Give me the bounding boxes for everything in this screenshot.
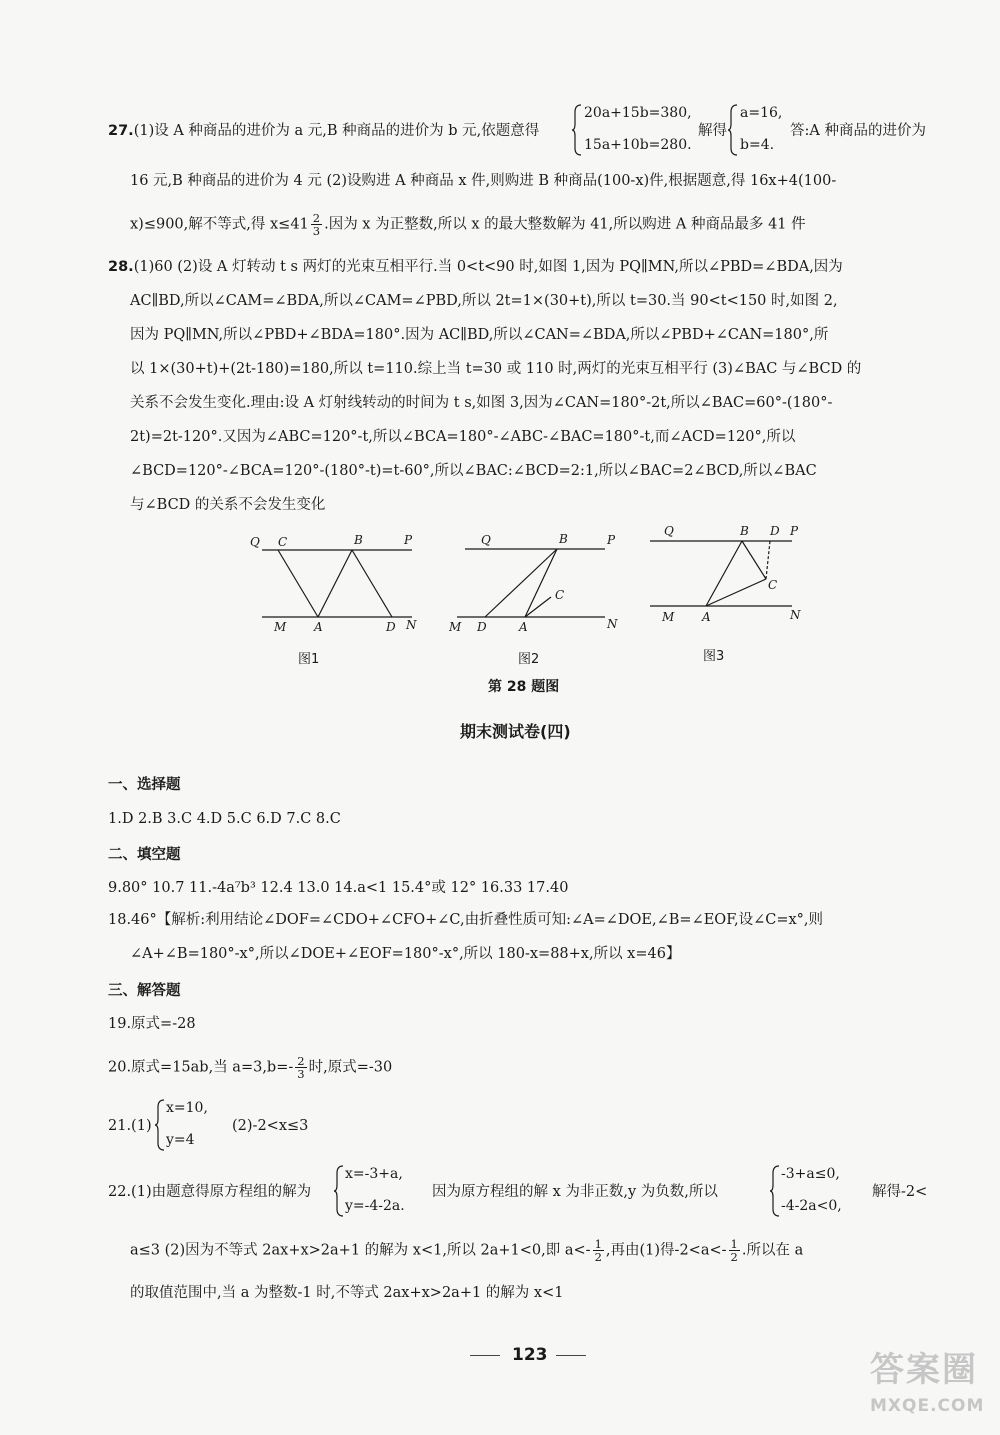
q20-frac-num: 2	[297, 1054, 305, 1068]
section-title: 期末测试卷(四)	[460, 722, 571, 741]
figure-2	[445, 525, 625, 640]
q27-line2: 16 元,B 种商品的进价为 4 元 (2)设购进 A 种商品 x 件,则购进 B 种商品(100-x)件,根据题意,得 16x+4(100-	[130, 173, 837, 189]
q22-line2-a: a≤3 (2)因为不等式 2ax+x>2a+1 的解为 x<1,所以 2a+1<0,即 a<-	[130, 1242, 591, 1259]
fig1-caption: 图1	[298, 652, 320, 667]
q28-line6: 2t)=2t-120°.又因为∠ABC=120°-t,所以∠BCA=180°-∠ABC-∠BAC=180°-t,而∠ACD=120°,所以	[130, 429, 796, 445]
fig2-label-a: A	[519, 620, 528, 634]
q27-eq2: 15a+10b=280.	[584, 137, 692, 153]
q27-eq1: 20a+15b=380,	[584, 105, 692, 121]
fig3-label-q: Q	[664, 524, 674, 538]
q28-line3: 因为 PQ∥MN,所以∠PBD+∠BDA=180°.因为 AC∥BD,所以∠CAN=∠BDA,所以∠PBD+∠CAN=180°,所	[130, 327, 829, 343]
q27-frac-num: 2	[312, 211, 321, 225]
q27-line1	[108, 120, 539, 142]
fig1-label-a: A	[314, 620, 323, 634]
q22-brace-1	[334, 1165, 344, 1217]
fig1-label-d: D	[386, 620, 396, 634]
fig3-label-p: P	[790, 524, 799, 538]
fig3-label-d: D	[770, 524, 780, 538]
q28-number: 28.	[108, 259, 134, 275]
q28-line8: 与∠BCD 的关系不会发生变化	[130, 497, 326, 513]
fig2-label-p: P	[607, 533, 616, 547]
watermark-logo: 答案圈	[870, 1350, 978, 1390]
q27-line3-a: x)≤900,解不等式,得 x≤41	[130, 216, 309, 233]
fig2-label-b: B	[559, 532, 568, 546]
q18-line1: 18.46°【解析:利用结论∠DOF=∠CDO+∠CFO+∠C,由折叠性质可知:∠A=∠DOE,∠B=∠EOF,设∠C=x°,则	[108, 912, 824, 928]
q27-brace-1	[572, 104, 582, 156]
q27-sol1: a=16,	[740, 105, 783, 121]
q21-eq1: x=10,	[166, 1100, 208, 1116]
fig2-caption: 图2	[518, 652, 540, 667]
fig2-label-n: N	[607, 617, 618, 631]
fig3-label-m: M	[662, 610, 675, 624]
fig3-ray-ac	[706, 579, 766, 606]
q27-brace-2	[728, 104, 738, 156]
fig2-label-m: M	[449, 620, 462, 634]
fig3-ray-ab	[706, 541, 742, 606]
q27-sol2: b=4.	[740, 137, 775, 153]
fig1-label-p: P	[404, 533, 413, 547]
fig1-ray-ca	[278, 550, 318, 617]
q20-frac-den: 3	[297, 1067, 305, 1081]
figure-group-caption: 第 28 题图	[488, 679, 560, 695]
q22-frac2-num: 1	[730, 1237, 738, 1251]
q28-line7: ∠BCD=120°-∠BCA=120°-(180°-t)=t-60°,所以∠BAC:∠BCD=2:1,所以∠BAC=2∠BCD,所以∠BAC	[130, 463, 817, 479]
fig2-label-q: Q	[481, 533, 491, 547]
figure-3	[640, 515, 820, 635]
q22-eq4: -4-2a<0,	[781, 1198, 842, 1214]
fig3-dashed-cd	[766, 541, 770, 579]
q28-line2: AC∥BD,所以∠CAM=∠BDA,所以∠CAM=∠PBD,所以 2t=1×(30+t),所以 t=30.当 90<t<150 时,如图 2,	[130, 293, 838, 309]
q22-line3: 的取值范围中,当 a 为整数-1 时,不等式 2ax+x>2a+1 的解为 x<1	[130, 1285, 564, 1301]
q22-frac2-den: 2	[730, 1250, 738, 1264]
q22-brace-2	[770, 1165, 780, 1217]
q28-line1	[108, 256, 843, 278]
fig1-label-n: N	[406, 618, 417, 632]
q28-text-1: (1)60 (2)设 A 灯转动 t s 两灯的光束互相平行.当 0<t<90 时,如图 1,因为 PQ∥MN,所以∠PBD=∠BDA,因为	[133, 259, 843, 275]
q21-label: 21.(1)	[108, 1118, 152, 1134]
fig1-label-q: Q	[250, 535, 260, 549]
q22-line2-c: .所以在 a	[741, 1242, 804, 1259]
q21-eq2: y=4	[166, 1132, 195, 1148]
figure-1	[240, 525, 430, 640]
fig2-label-d: D	[477, 620, 487, 634]
part1-answers: 1.D 2.B 3.C 4.D 5.C 6.D 7.C 8.C	[108, 811, 341, 827]
part2-title: 二、填空题	[108, 847, 181, 863]
part2-answers: 9.80° 10.7 11.-4a⁷b³ 12.4 13.0 14.a<1 15.4°或 12° 16.33 17.40	[108, 880, 569, 896]
fig3-label-b: B	[740, 524, 749, 538]
fig1-label-b: B	[354, 533, 363, 547]
q22-mid: 因为原方程组的解 x 为非正数,y 为负数,所以	[432, 1184, 718, 1200]
q20	[108, 1055, 392, 1080]
q27-text-a: (1)设 A 种商品的进价为 a 元,B 种商品的进价为 b 元,依题意得	[133, 123, 540, 139]
fig3-ray-bc	[742, 541, 766, 579]
page-number: 123	[512, 1345, 548, 1365]
fig3-caption: 图3	[703, 649, 725, 664]
q28-line4: 以 1×(30+t)+(2t-180)=180,所以 t=110.综上当 t=30 或 110 时,两灯的光束互相平行 (3)∠BAC 与∠BCD 的	[130, 361, 862, 377]
part1-title: 一、选择题	[108, 777, 181, 793]
fig1-ray-bd	[352, 550, 392, 617]
q22-end: 解得-2<	[872, 1184, 928, 1200]
q22-frac1-den: 2	[594, 1250, 602, 1264]
fig2-ray-b	[525, 549, 557, 617]
q19: 19.原式=-28	[108, 1016, 196, 1032]
fig3-label-c: C	[768, 578, 778, 592]
q20-a: 20.原式=15ab,当 a=3,b=-	[108, 1059, 294, 1076]
fig3-label-a: A	[702, 610, 711, 624]
q22-eq1: x=-3+a,	[345, 1166, 403, 1182]
q27-frac-den: 3	[312, 224, 321, 238]
q27-line3	[130, 212, 806, 237]
q20-fraction	[295, 1055, 306, 1080]
q21-part2: (2)-2<x≤3	[232, 1118, 309, 1134]
q22-line2	[130, 1238, 803, 1263]
q28-line5: 关系不会发生变化.理由:设 A 灯射线转动的时间为 t s,如图 3,因为∠CAN=180°-2t,所以∠BAC=60°-(180°-	[130, 395, 833, 411]
q21-brace	[155, 1099, 165, 1151]
q22-fraction-2	[729, 1238, 740, 1263]
q20-b: 时,原式=-30	[308, 1059, 393, 1076]
q27-number: 27.	[108, 123, 134, 139]
footer-rule-left	[470, 1355, 500, 1356]
q22-frac1-num: 1	[594, 1237, 602, 1251]
q27-solve-label: 解得	[698, 123, 727, 139]
q22-eq3: -3+a≤0,	[781, 1166, 840, 1182]
q22-label: 22.(1)由题意得原方程组的解为	[108, 1184, 312, 1200]
fig1-ray-ab	[318, 550, 352, 617]
watermark-url: MXQE.COM	[870, 1396, 985, 1416]
fig2-ray-bd	[485, 549, 557, 617]
q22-line2-b: ,再由(1)得-2<a<-	[605, 1242, 727, 1259]
q18-line2: ∠A+∠B=180°-x°,所以∠DOE+∠EOF=180°-x°,所以 180-x=88+x,所以 x=46】	[130, 946, 681, 962]
q22-fraction-1	[593, 1238, 604, 1263]
fig3-label-n: N	[790, 608, 801, 622]
q27-answer-a: 答:A 种商品的进价为	[790, 123, 926, 139]
footer-rule-right	[556, 1355, 586, 1356]
part3-title: 三、解答题	[108, 983, 181, 999]
watermark	[870, 1348, 995, 1432]
fig1-label-c: C	[278, 535, 288, 549]
q22-eq2: y=-4-2a.	[345, 1198, 405, 1214]
fig1-label-m: M	[274, 620, 287, 634]
fig2-ray-ac	[525, 597, 551, 617]
q27-fraction	[311, 212, 322, 237]
q27-line3-b: .因为 x 为正整数,所以 x 的最大整数解为 41,所以购进 A 种商品最多 41 件	[324, 216, 806, 233]
fig2-label-c: C	[555, 588, 565, 602]
